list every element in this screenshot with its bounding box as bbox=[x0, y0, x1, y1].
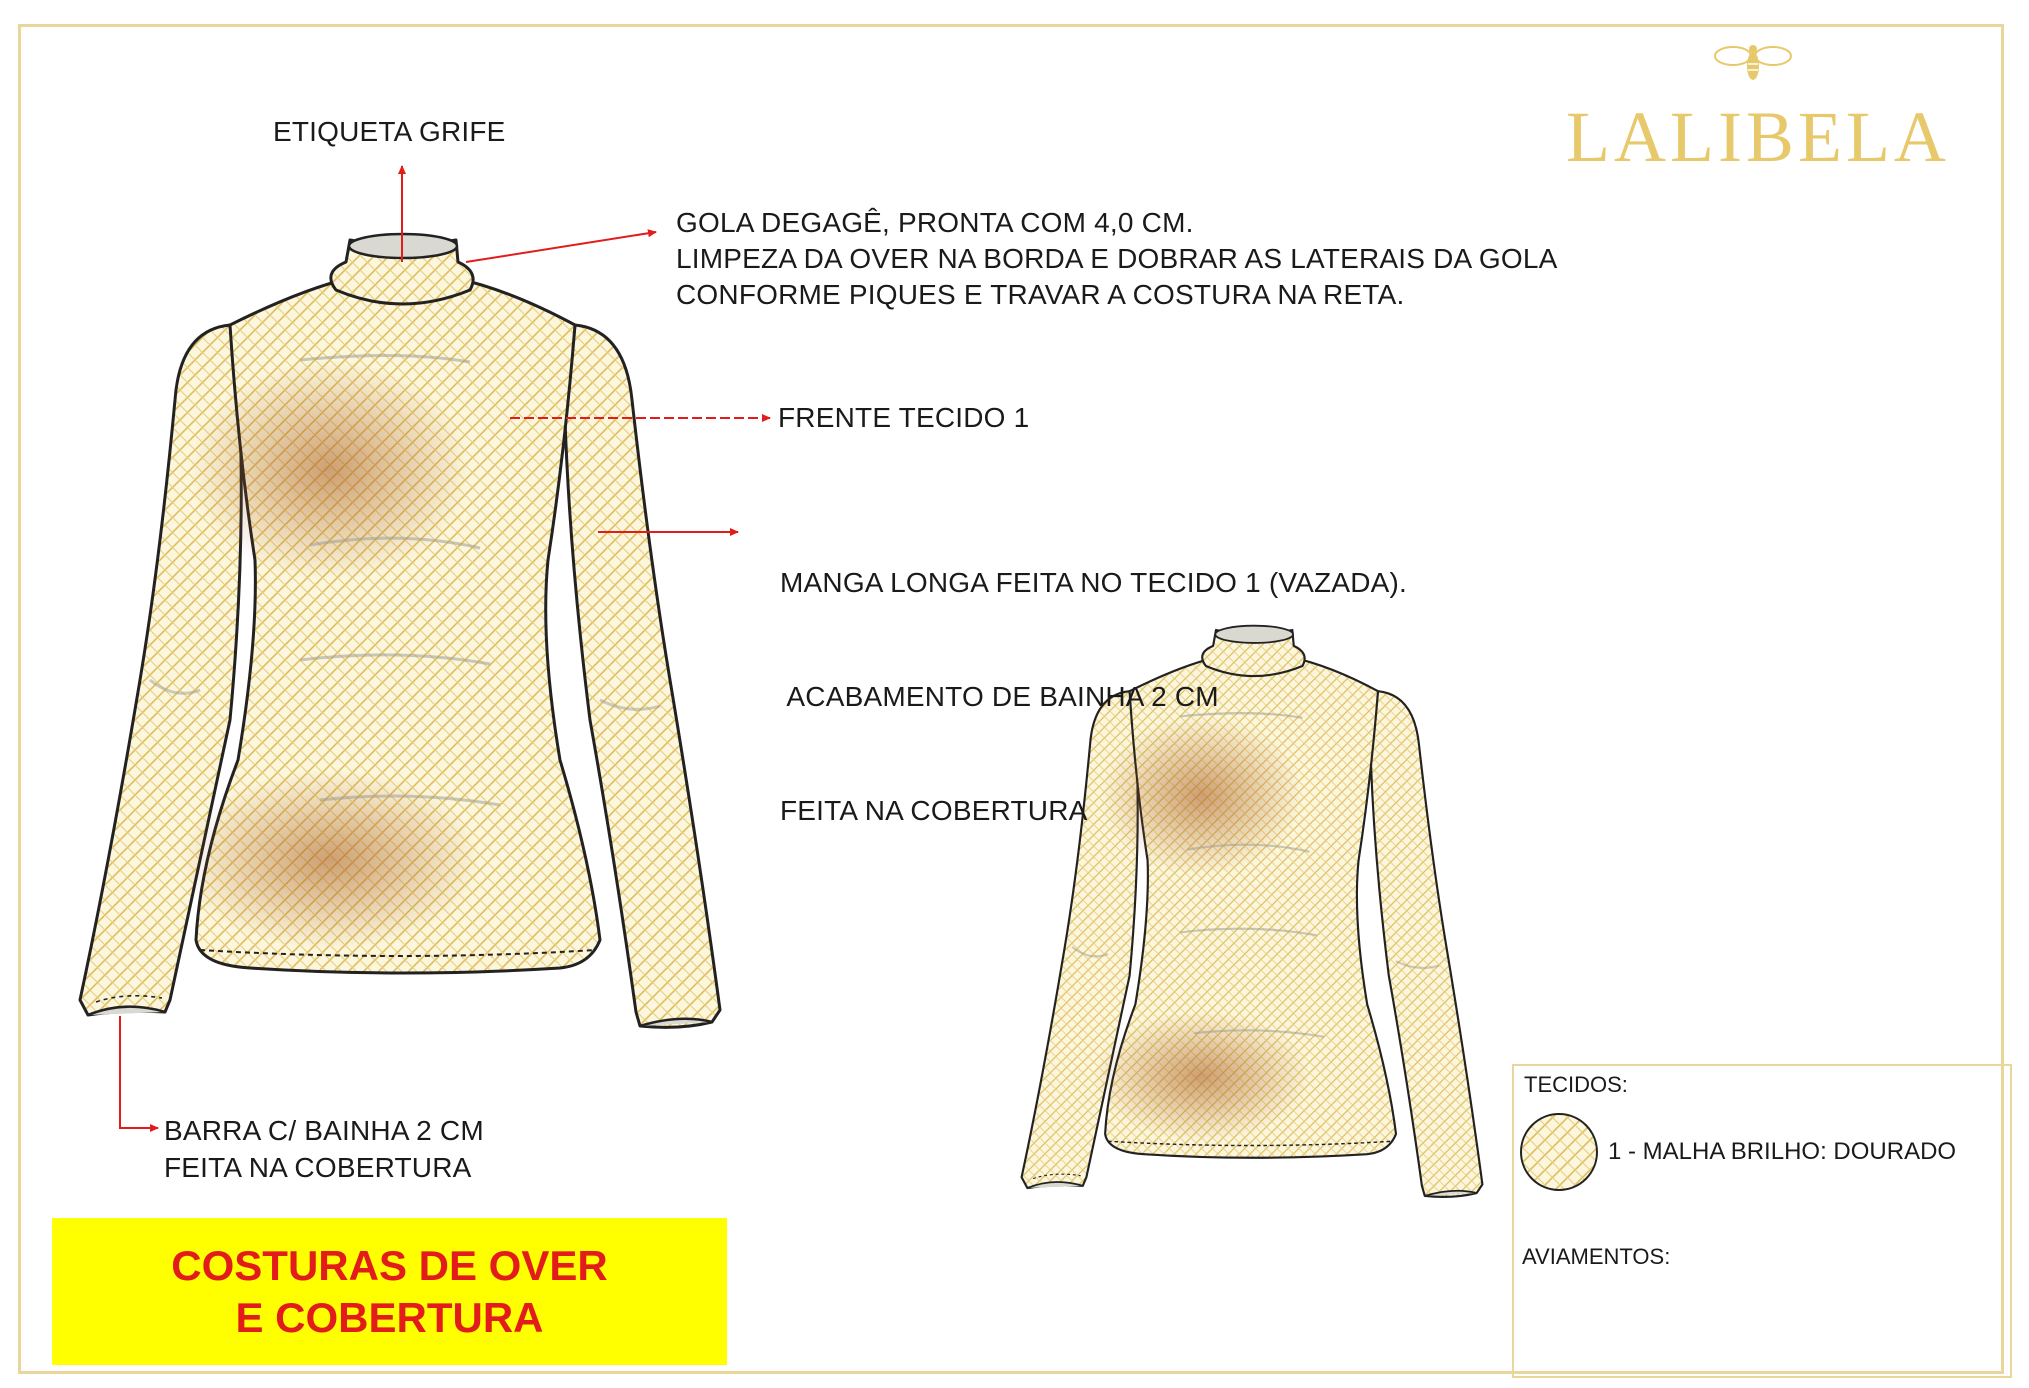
fabric-1-label: 1 - MALHA BRILHO: DOURADO bbox=[1608, 1138, 1957, 1165]
fabrics-title: TECIDOS: bbox=[1524, 1072, 1628, 1097]
brand-name: LALIBELA bbox=[1566, 97, 1950, 177]
arrow-collar bbox=[466, 232, 656, 262]
callout-line-1: COSTURAS DE OVER bbox=[171, 1242, 608, 1289]
seam-callout bbox=[52, 1218, 727, 1365]
materials-legend bbox=[1512, 1064, 2012, 1378]
collar-annotation: GOLA DEGAGÊ, PRONTA COM 4,0 CM. LIMPEZA DA OVER NA BORDA E DOBRAR AS LATERAIS DA GOLA CONFORME PIQUES E TRAVAR A COSTURA NA RETA. bbox=[676, 207, 1558, 310]
sleeve-annotation: MANGA LONGA FEITA NO TECIDO 1 (VAZADA). ACABAMENTO DE BAINHA 2 CM FEITA NA COBERTURA bbox=[780, 567, 1408, 826]
front-annotation: FRENTE TECIDO 1 bbox=[778, 402, 1030, 433]
bee-icon bbox=[1715, 45, 1791, 80]
callout-line-2: E COBERTURA bbox=[235, 1294, 544, 1341]
arrow-hem bbox=[120, 1016, 158, 1128]
label-annotation: ETIQUETA GRIFE bbox=[273, 116, 506, 147]
hem-annotation: BARRA C/ BAINHA 2 CM FEITA NA COBERTURA bbox=[164, 1115, 484, 1183]
trims-title: AVIAMENTOS: bbox=[1522, 1244, 1671, 1269]
garment-front-large bbox=[80, 234, 720, 1027]
